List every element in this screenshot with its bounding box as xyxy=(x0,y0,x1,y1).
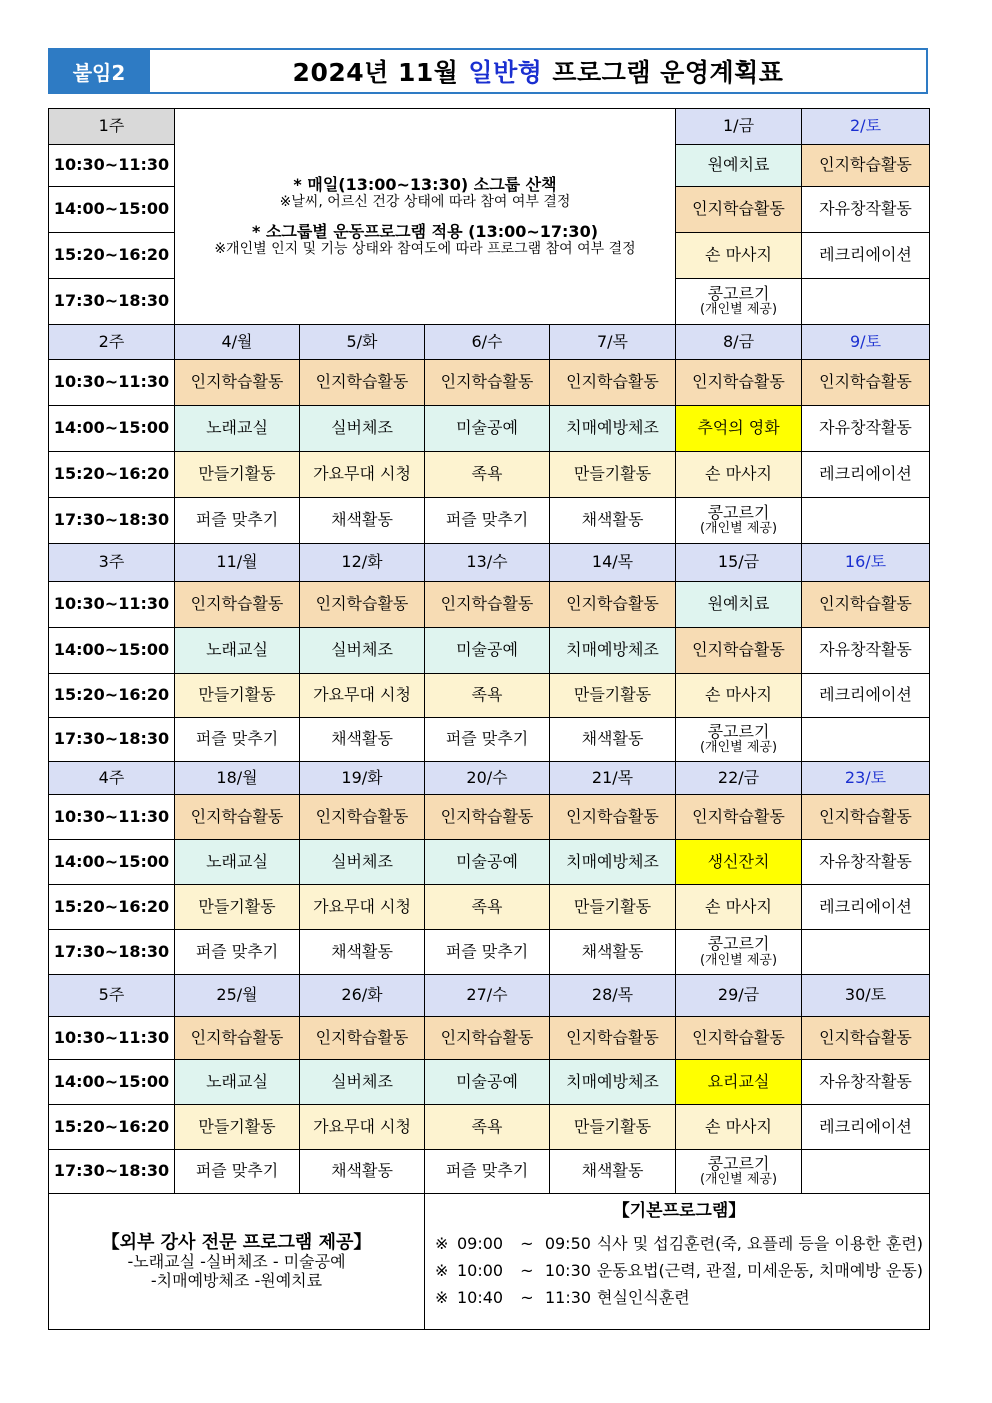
program-cell: 채색활동 xyxy=(300,718,425,762)
program-cell: 인지학습활동 xyxy=(802,795,930,840)
program-cell: 퍼즐 맞추기 xyxy=(175,1150,300,1194)
program-note: (개인별 제공) xyxy=(699,740,778,756)
program-description: 운동요법(근력, 관절, 미세운동, 치매예방 운동) xyxy=(596,1260,924,1280)
day-header: 27/수 xyxy=(425,975,550,1017)
external-program-line: -노래교실 -실버체조 - 미술공예 xyxy=(127,1252,346,1272)
time-slot: 14:00~15:00 xyxy=(49,1060,175,1105)
note-exercise: * 소그룹별 운동프로그램 적용 (13:00~17:30) xyxy=(252,221,599,241)
program-cell: 채색활동 xyxy=(550,930,676,975)
program-cell: 노래교실 xyxy=(175,840,300,885)
time-slot: 10:30~11:30 xyxy=(49,795,175,840)
end-time: 09:50 xyxy=(544,1233,591,1253)
program-cell: 채색활동 xyxy=(550,718,676,762)
start-time: 10:00 xyxy=(456,1260,504,1280)
program-cell: 인지학습활동 xyxy=(175,582,300,628)
program-cell: 인지학습활동 xyxy=(550,1017,676,1060)
program-cell: 손 마사지 xyxy=(676,674,802,718)
program-cell xyxy=(676,1150,802,1194)
program-description: 식사 및 섭김훈련(죽, 요플레 등을 이용한 훈련) xyxy=(596,1233,924,1253)
note-walk-sub: ※날씨, 어르신 건강 상태에 따라 참여 여부 결정 xyxy=(279,194,571,211)
time-slot: 15:20~16:20 xyxy=(49,452,175,498)
note-walk: * 매일(13:00~13:30) 소그룹 산책 xyxy=(293,175,557,195)
day-header: 11/월 xyxy=(175,544,300,582)
title-highlight: 일반형 xyxy=(468,58,543,87)
time-dash: ~ xyxy=(520,1233,534,1253)
program-cell: 만들기활동 xyxy=(175,885,300,930)
program-cell: 가요무대 시청 xyxy=(300,674,425,718)
basic-program-item xyxy=(435,1230,923,1257)
program-cell: 퍼즐 맞추기 xyxy=(175,498,300,544)
start-time: 09:00 xyxy=(456,1233,504,1253)
program-cell: 인지학습활동 xyxy=(550,582,676,628)
program-cell: 자유창작활동 xyxy=(802,187,930,233)
day-header: 21/목 xyxy=(550,762,676,795)
program-cell: 실버체조 xyxy=(300,840,425,885)
program-cell: 손 마사지 xyxy=(676,233,802,279)
program-cell: 가요무대 시청 xyxy=(300,452,425,498)
program-cell: 치매예방체조 xyxy=(550,628,676,674)
program-cell: 자유창작활동 xyxy=(802,840,930,885)
program-cell: 채색활동 xyxy=(300,498,425,544)
program-cell: 인지학습활동 xyxy=(802,582,930,628)
week-label: 2주 xyxy=(49,325,175,360)
page-header xyxy=(48,48,928,94)
saturday-header: 23/토 xyxy=(802,762,930,795)
program-cell: 미술공예 xyxy=(425,628,550,674)
program-note: (개인별 제공) xyxy=(699,1172,778,1188)
week-label: 3주 xyxy=(49,544,175,582)
special-program-cell: 추억의 영화 xyxy=(676,406,802,452)
program-cell: 채색활동 xyxy=(300,1150,425,1194)
program-cell: 레크리에이션 xyxy=(802,1105,930,1150)
program-name: 콩고르기 xyxy=(707,934,770,954)
day-header: 13/수 xyxy=(425,544,550,582)
program-cell xyxy=(676,498,802,544)
time-slot: 17:30~18:30 xyxy=(49,279,175,325)
program-cell: 노래교실 xyxy=(175,628,300,674)
program-cell: 인지학습활동 xyxy=(300,1017,425,1060)
time-slot: 15:20~16:20 xyxy=(49,885,175,930)
program-cell: 인지학습활동 xyxy=(676,1017,802,1060)
time-dash: ~ xyxy=(520,1287,534,1307)
day-header: 25/월 xyxy=(175,975,300,1017)
program-cell: 가요무대 시청 xyxy=(300,1105,425,1150)
program-cell: 만들기활동 xyxy=(550,674,676,718)
time-slot: 10:30~11:30 xyxy=(49,1017,175,1060)
footer-row xyxy=(49,1194,930,1330)
basic-program-item xyxy=(435,1257,923,1284)
program-cell: 족욕 xyxy=(425,452,550,498)
program-cell: 실버체조 xyxy=(300,628,425,674)
day-header: 14/목 xyxy=(550,544,676,582)
saturday-header: 2/토 xyxy=(802,109,930,145)
program-cell: 인지학습활동 xyxy=(676,187,802,233)
program-cell: 노래교실 xyxy=(175,1060,300,1105)
empty-cell xyxy=(802,718,930,762)
program-cell: 인지학습활동 xyxy=(676,795,802,840)
program-cell: 인지학습활동 xyxy=(300,795,425,840)
program-cell: 가요무대 시청 xyxy=(300,885,425,930)
program-cell: 족욕 xyxy=(425,885,550,930)
program-cell: 미술공예 xyxy=(425,406,550,452)
special-program-cell: 생신잔치 xyxy=(676,840,802,885)
program-cell: 미술공예 xyxy=(425,840,550,885)
day-header: 1/금 xyxy=(676,109,802,145)
program-cell: 치매예방체조 xyxy=(550,406,676,452)
time-slot: 14:00~15:00 xyxy=(49,840,175,885)
program-cell xyxy=(676,279,802,325)
time-slot: 17:30~18:30 xyxy=(49,718,175,762)
week1-header-row xyxy=(49,109,930,145)
program-name: 콩고르기 xyxy=(707,502,770,522)
time-slot: 14:00~15:00 xyxy=(49,187,175,233)
program-cell: 미술공예 xyxy=(425,1060,550,1105)
external-program-line: -치매예방체조 -원예치료 xyxy=(150,1270,323,1290)
start-time: 10:40 xyxy=(457,1287,504,1307)
program-cell: 레크리에이션 xyxy=(802,452,930,498)
program-cell: 퍼즐 맞추기 xyxy=(425,1150,550,1194)
time-dash: ~ xyxy=(520,1260,534,1280)
note-mark: ※ xyxy=(435,1260,449,1280)
empty-cell xyxy=(802,498,930,544)
saturday-header: 16/토 xyxy=(802,544,930,582)
program-cell: 만들기활동 xyxy=(175,452,300,498)
program-cell: 채색활동 xyxy=(300,930,425,975)
time-slot: 10:30~11:30 xyxy=(49,582,175,628)
day-header: 29/금 xyxy=(676,975,802,1017)
program-cell: 레크리에이션 xyxy=(802,233,930,279)
program-cell: 인지학습활동 xyxy=(175,1017,300,1060)
program-cell: 원예치료 xyxy=(676,582,802,628)
program-cell: 인지학습활동 xyxy=(550,795,676,840)
time-slot: 14:00~15:00 xyxy=(49,406,175,452)
program-cell: 인지학습활동 xyxy=(425,360,550,406)
time-slot: 15:20~16:20 xyxy=(49,233,175,279)
day-header: 18/월 xyxy=(175,762,300,795)
program-cell: 인지학습활동 xyxy=(425,795,550,840)
schedule-table xyxy=(48,108,930,1330)
saturday-header: 9/토 xyxy=(802,325,930,360)
program-cell: 퍼즐 맞추기 xyxy=(425,718,550,762)
day-header: 12/화 xyxy=(300,544,425,582)
basic-program-item xyxy=(435,1284,923,1311)
time-slot: 15:20~16:20 xyxy=(49,674,175,718)
program-cell: 자유창작활동 xyxy=(802,406,930,452)
program-cell: 실버체조 xyxy=(300,406,425,452)
time-slot: 15:20~16:20 xyxy=(49,1105,175,1150)
program-cell: 레크리에이션 xyxy=(802,885,930,930)
day-header: 15/금 xyxy=(676,544,802,582)
time-slot: 17:30~18:30 xyxy=(49,930,175,975)
saturday-header: 30/토 xyxy=(802,975,930,1017)
time-slot: 17:30~18:30 xyxy=(49,1150,175,1194)
program-cell: 자유창작활동 xyxy=(802,628,930,674)
program-name: 콩고르기 xyxy=(707,283,770,303)
time-slot: 10:30~11:30 xyxy=(49,360,175,406)
program-cell: 인지학습활동 xyxy=(175,795,300,840)
program-cell: 노래교실 xyxy=(175,406,300,452)
day-header: 20/수 xyxy=(425,762,550,795)
program-cell xyxy=(676,930,802,975)
program-cell: 손 마사지 xyxy=(676,452,802,498)
program-cell: 족욕 xyxy=(425,1105,550,1150)
time-slot: 10:30~11:30 xyxy=(49,145,175,187)
program-cell: 퍼즐 맞추기 xyxy=(425,930,550,975)
program-cell: 레크리에이션 xyxy=(802,674,930,718)
week-label: 5주 xyxy=(49,975,175,1017)
note-mark: ※ xyxy=(435,1233,449,1253)
program-cell: 원예치료 xyxy=(676,145,802,187)
program-cell: 손 마사지 xyxy=(676,1105,802,1150)
program-note: (개인별 제공) xyxy=(699,521,778,537)
title-prefix: 2024년 11월 xyxy=(292,58,459,87)
program-name: 콩고르기 xyxy=(707,1153,770,1173)
program-cell: 만들기활동 xyxy=(175,674,300,718)
day-header: 22/금 xyxy=(676,762,802,795)
daily-note xyxy=(175,109,676,325)
program-cell: 인지학습활동 xyxy=(550,360,676,406)
day-header: 26/화 xyxy=(300,975,425,1017)
note-mark: ※ xyxy=(435,1287,449,1307)
program-cell: 만들기활동 xyxy=(550,1105,676,1150)
time-slot: 14:00~15:00 xyxy=(49,628,175,674)
program-cell: 채색활동 xyxy=(550,1150,676,1194)
program-cell: 인지학습활동 xyxy=(300,582,425,628)
program-cell: 인지학습활동 xyxy=(425,1017,550,1060)
end-time: 10:30 xyxy=(544,1260,591,1280)
program-cell: 퍼즐 맞추기 xyxy=(175,930,300,975)
program-cell: 인지학습활동 xyxy=(676,360,802,406)
program-cell: 인지학습활동 xyxy=(802,145,930,187)
week3-header-row xyxy=(49,544,930,582)
basic-program-box xyxy=(425,1194,930,1330)
external-program-box xyxy=(49,1194,425,1330)
program-note: (개인별 제공) xyxy=(699,952,778,968)
week2-header-row xyxy=(49,325,930,360)
special-program-cell: 요리교실 xyxy=(676,1060,802,1105)
program-cell: 인지학습활동 xyxy=(676,628,802,674)
program-description: 현실인식훈련 xyxy=(597,1287,690,1307)
program-cell: 퍼즐 맞추기 xyxy=(175,718,300,762)
week-label: 4주 xyxy=(49,762,175,795)
program-cell: 만들기활동 xyxy=(550,885,676,930)
title-suffix: 프로그램 운영계획표 xyxy=(552,58,784,87)
program-cell: 치매예방체조 xyxy=(550,840,676,885)
program-cell: 인지학습활동 xyxy=(802,1017,930,1060)
program-cell: 족욕 xyxy=(425,674,550,718)
page-title xyxy=(150,50,926,92)
empty-cell xyxy=(802,930,930,975)
end-time: 11:30 xyxy=(545,1287,592,1307)
program-cell: 인지학습활동 xyxy=(425,582,550,628)
program-cell xyxy=(676,718,802,762)
time-slot: 17:30~18:30 xyxy=(49,498,175,544)
program-cell: 자유창작활동 xyxy=(802,1060,930,1105)
empty-cell xyxy=(802,279,930,325)
external-program-title: 【외부 강사 전문 프로그램 제공】 xyxy=(101,1231,372,1253)
day-header: 5/화 xyxy=(300,325,425,360)
program-cell: 퍼즐 맞추기 xyxy=(425,498,550,544)
empty-cell xyxy=(802,1150,930,1194)
program-cell: 만들기활동 xyxy=(175,1105,300,1150)
program-cell: 인지학습활동 xyxy=(300,360,425,406)
day-header: 7/목 xyxy=(550,325,676,360)
note-exercise-sub: ※개인별 인지 및 기능 상태와 참여도에 따라 프로그램 참여 여부 결정 xyxy=(214,240,636,257)
day-header: 4/월 xyxy=(175,325,300,360)
program-cell: 치매예방체조 xyxy=(550,1060,676,1105)
day-header: 8/금 xyxy=(676,325,802,360)
program-cell: 인지학습활동 xyxy=(175,360,300,406)
program-cell: 손 마사지 xyxy=(676,885,802,930)
day-header: 28/목 xyxy=(550,975,676,1017)
week-label: 1주 xyxy=(49,109,175,145)
program-note: (개인별 제공) xyxy=(699,302,778,318)
day-header: 6/수 xyxy=(425,325,550,360)
attachment-tag: 붙임2 xyxy=(50,50,150,92)
program-cell: 채색활동 xyxy=(550,498,676,544)
week4-header-row xyxy=(49,762,930,795)
program-cell: 실버체조 xyxy=(300,1060,425,1105)
week5-header-row xyxy=(49,975,930,1017)
basic-program-title: 【기본프로그램】 xyxy=(612,1201,746,1221)
program-name: 콩고르기 xyxy=(707,721,770,741)
program-cell: 인지학습활동 xyxy=(802,360,930,406)
day-header: 19/화 xyxy=(300,762,425,795)
program-cell: 만들기활동 xyxy=(550,452,676,498)
